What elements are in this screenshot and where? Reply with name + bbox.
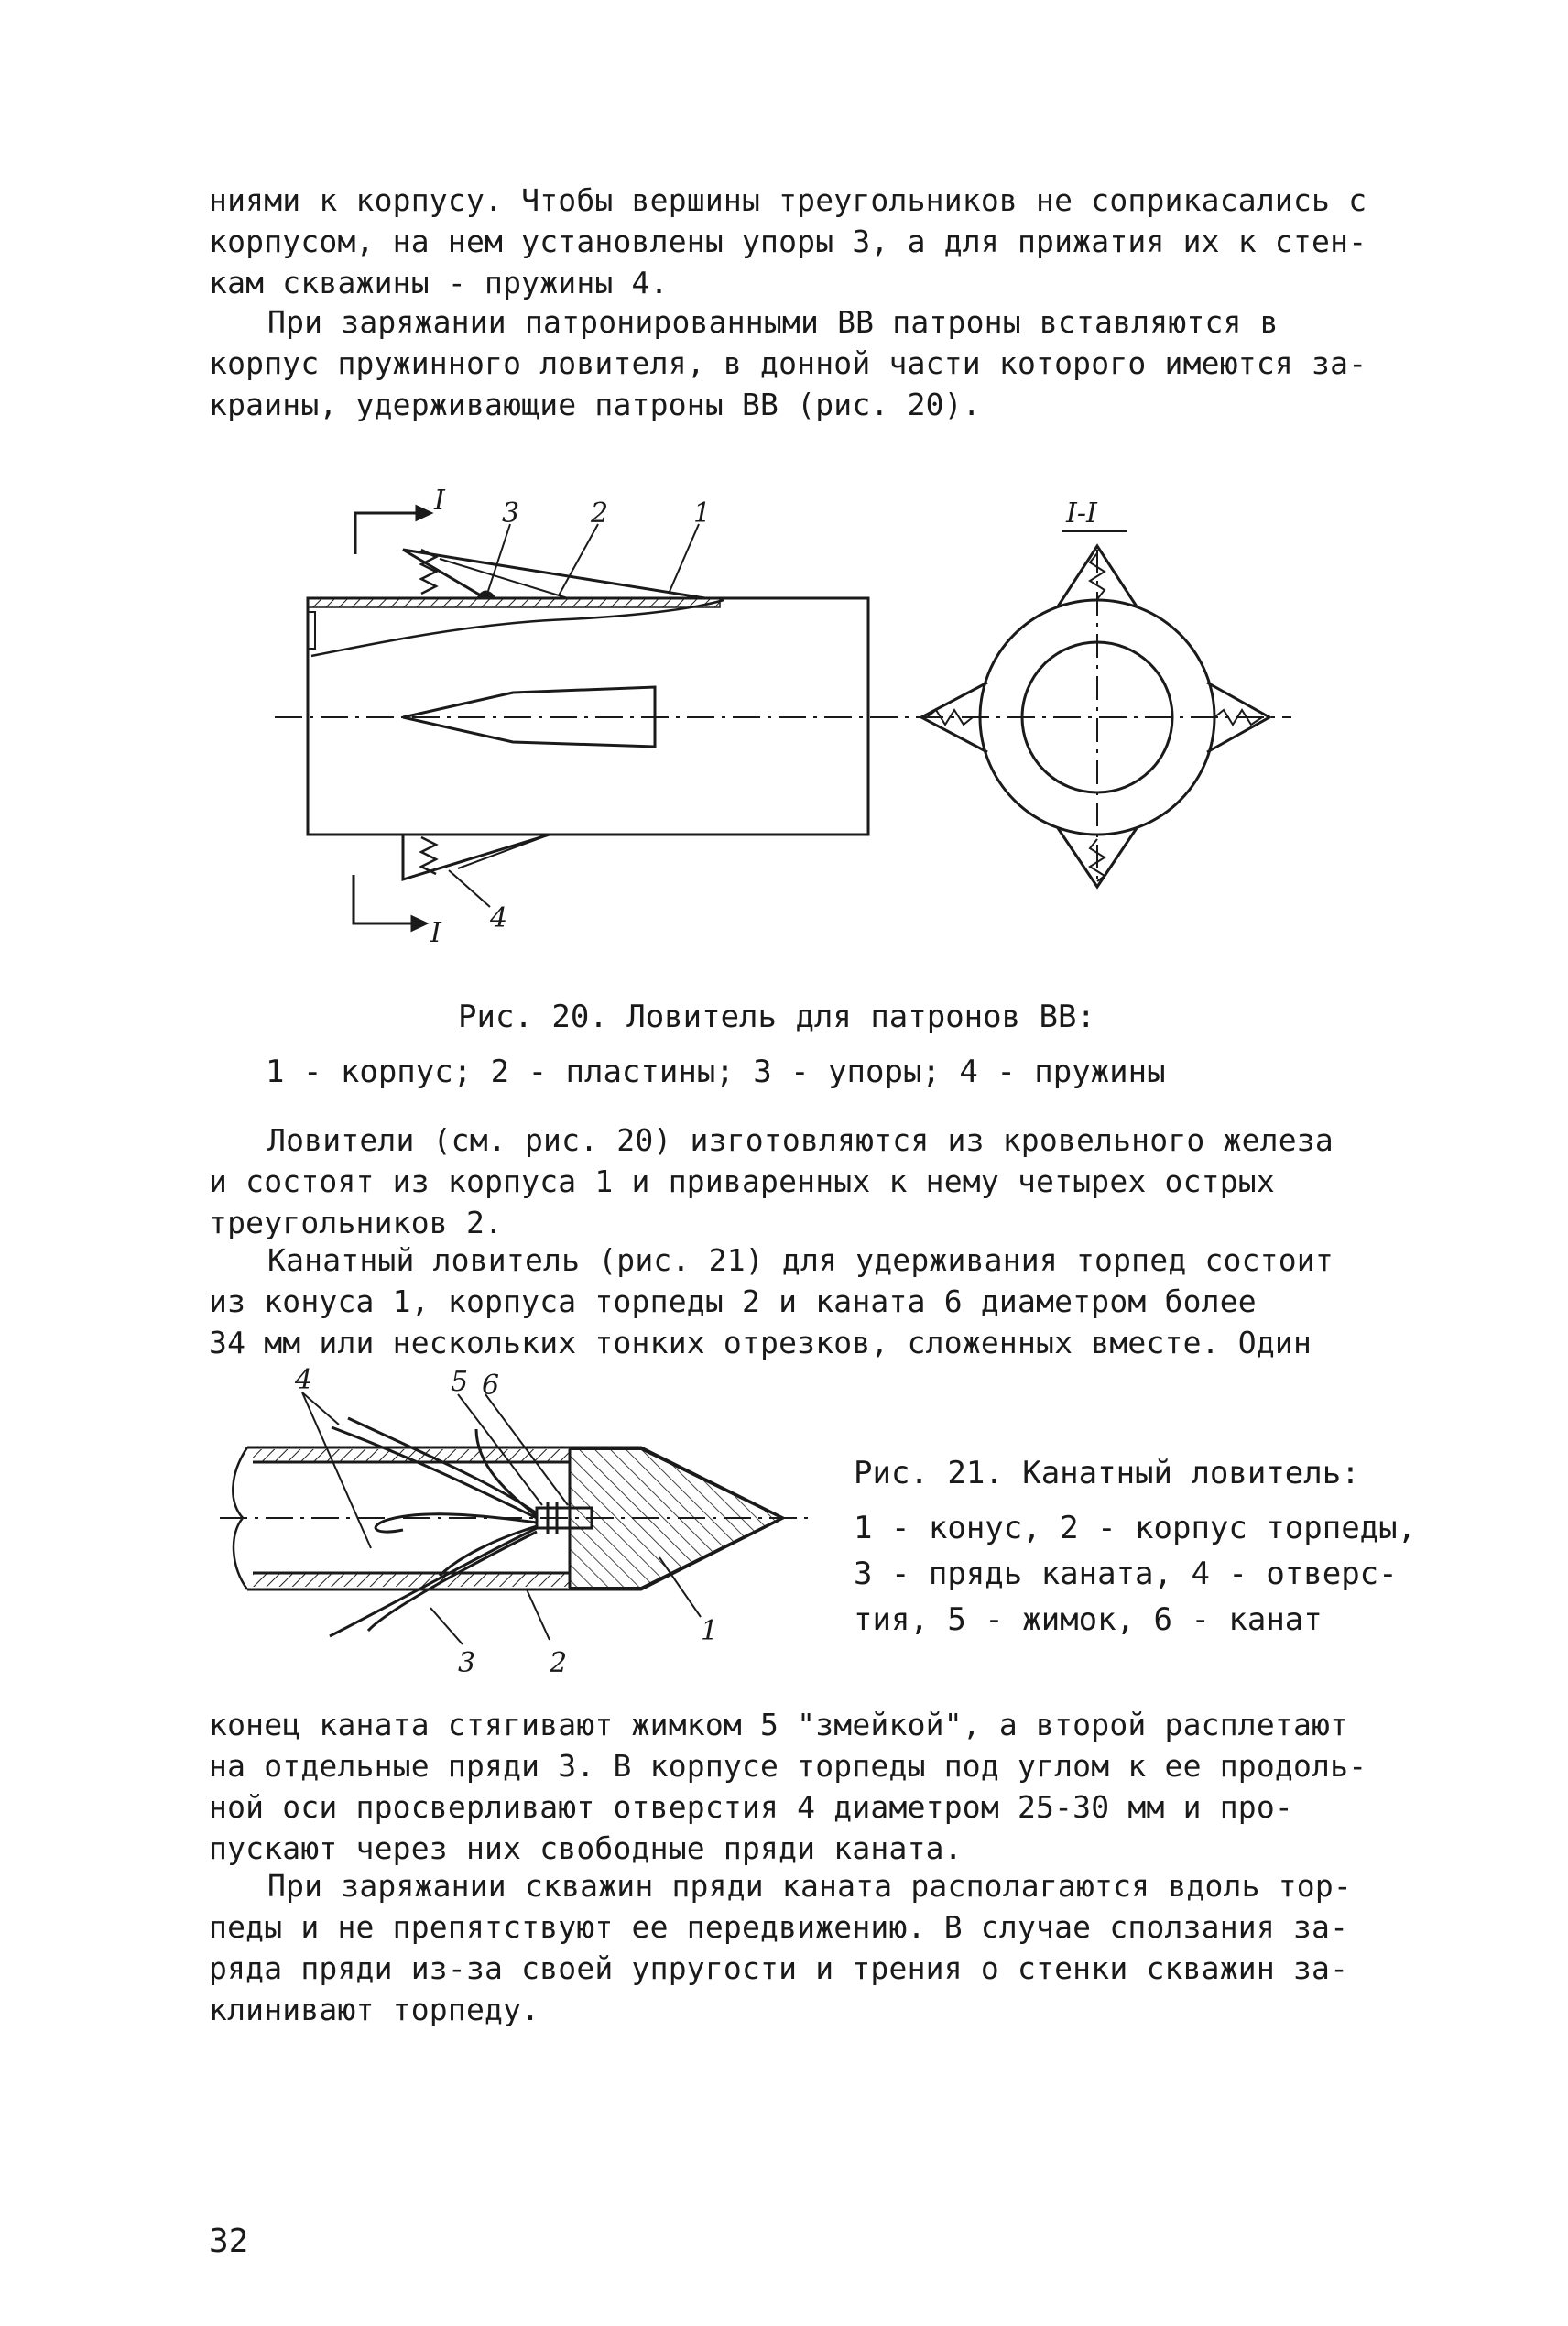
paragraph-6: При заряжании скважин пряди каната располагаются вдоль тор- педы и не препятствуют ее передвижению. В случае сползания за- ряда пряди из-за своей упругости и трения о стенки скважин за- клинивают торпеду. [209,1868,1352,2027]
fig20-caption-legend: 1 - корпус; 2 - пластины; 3 - упоры; 4 - пружины [266,1054,1166,1090]
fig21-label-3: 3 [458,1647,476,1679]
fig21-label-4: 4 [295,1364,313,1396]
paragraph-3: Ловители (см. рис. 20) изготовляются из кровельного железа и состоят из корпуса 1 и приваренных к нему четырех острых треугольников 2. [209,1122,1334,1240]
fig20-label-4: 4 [490,902,508,934]
paragraph-5: конец каната стягивают жимком 5 "змейкой", а второй расплетают на отдельные пряди 3. В корпусе торпеды под углом к ее продоль- ной оси просверливают отверстия 4 диаметром 25-30 мм и про- пускают через них свободные пряди каната. [209,1707,1367,1866]
fig21-caption: Рис. 21. Канатный ловитель: 1 - конус, 2 - корпус торпеды, 3 - прядь каната, 4 - отверс- тия, 5 - жимок, 6 - канат [854,1455,1417,1638]
paragraph-4: Канатный ловитель (рис. 21) для удерживания торпед состоит из конуса 1, корпуса торпеды 2 и каната 6 диаметром более 34 мм или нескольких тонких отрезков, сложенных вместе. Один [209,1242,1334,1360]
paragraph-1: ниями к корпусу. Чтобы вершины треугольников не соприкасались с корпусом, на нем установлены упоры 3, а для прижатия их к стен- кам скважины - пружины 4. [209,182,1367,300]
fig21-label-6: 6 [482,1370,500,1402]
section-title: I-I [1066,497,1097,530]
page-number: 32 [209,2222,249,2260]
fig21-label-2: 2 [550,1647,568,1679]
fig20-label-2: 2 [591,497,609,530]
fig21-label-1: 1 [701,1615,719,1647]
section-mark-bottom-label: I [430,917,441,949]
fig20-label-3: 3 [502,497,520,530]
fig21-label-5: 5 [451,1366,469,1398]
fig20-label-1: 1 [693,497,712,530]
section-mark-top-label: I [434,485,445,517]
paragraph-2: При заряжании патронированными ВВ патроны вставляются в корпус пружинного ловителя, в донной части которого имеются за- краины, удерживающие патроны ВВ (рис. 20). [209,304,1367,422]
fig20-caption-title: Рис. 20. Ловитель для патронов ВВ: [458,999,1095,1035]
